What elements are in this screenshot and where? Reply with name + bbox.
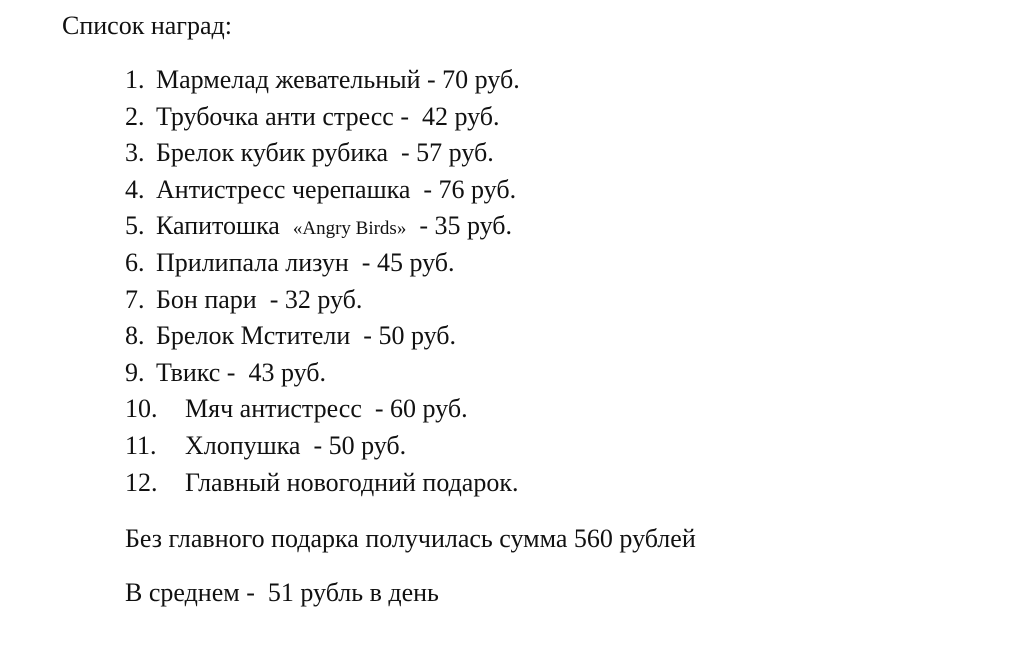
item-number: 1.	[125, 65, 145, 94]
item-text: Прилипала лизун - 45 руб.	[156, 247, 455, 277]
item-text: Мяч антистресс - 60 руб.	[185, 394, 468, 424]
item-text: Трубочка анти стресс - 42 руб.	[156, 101, 500, 131]
summary-average: В среднем - 51 рубль в день	[125, 578, 439, 607]
item-number: 11.	[125, 430, 157, 460]
item-text: Бон пари - 32 руб.	[156, 284, 363, 314]
item-text: Брелок кубик рубика - 57 руб.	[156, 138, 494, 168]
item-text-price: - 35 руб.	[406, 211, 513, 241]
item-number: 5.	[125, 211, 145, 241]
summary-total: Без главного подарка получилась сумма 560 рублей	[125, 524, 696, 553]
item-number: 3.	[125, 138, 145, 168]
item-number: 10.	[125, 394, 158, 424]
item-text	[156, 208, 512, 247]
item-text-name: Капитошка	[156, 211, 293, 241]
item-text: Антистресс черепашка - 76 руб.	[156, 174, 517, 204]
item-text: Брелок Мстители - 50 руб.	[156, 321, 457, 351]
item-number: 4.	[125, 174, 145, 204]
document-heading: Список наград:	[62, 11, 232, 40]
item-text: Твикс - 43 руб.	[156, 357, 327, 387]
item-number: 12.	[125, 467, 158, 497]
item-number: 7.	[125, 284, 145, 314]
item-text-brand: «Angry Birds»	[292, 218, 407, 240]
item-text: Главный новогодний подарок.	[185, 467, 519, 497]
item-text: Мармелад жевательный - 70 руб.	[156, 65, 520, 94]
item-number: 8.	[125, 321, 145, 351]
item-text: Хлопушка - 50 руб.	[185, 430, 407, 460]
item-number: 9.	[125, 357, 145, 387]
item-number: 2.	[125, 101, 145, 131]
item-number: 6.	[125, 247, 145, 277]
